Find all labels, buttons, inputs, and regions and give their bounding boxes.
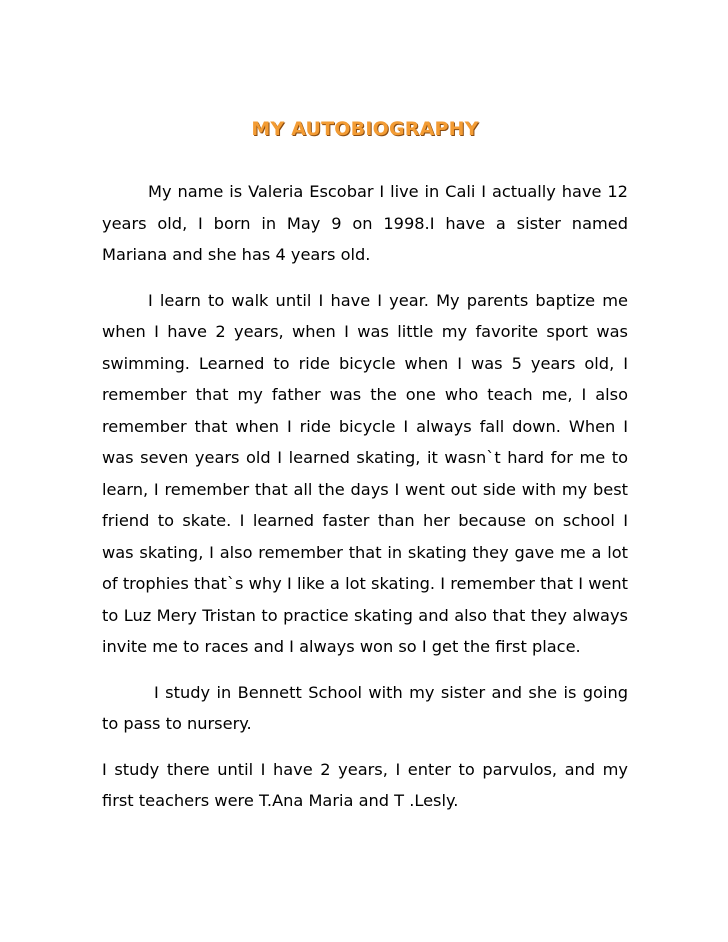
document-title: MY AUTOBIOGRAPHY bbox=[251, 118, 479, 140]
paragraph-teachers: I study there until I have 2 years, I enter to parvulos, and my first teachers were T.Ana Maria and T .Lesly. bbox=[102, 759, 628, 810]
paragraph-childhood: I learn to walk until I have I year. My parents baptize me when I have 2 years, when I was little my favorite sport was swimming. Learned to ride bicycle when I was 5 years old, I remember that my father was the one who teach me, I also remember that when I ride bicycle I always fall down. When I was seven years old I learned skating, it wasn`t hard for me to learn, I remember that all the days I went out side with my best friend to skate. I learned faster than her because on school I was skating, I also remember that in skating they gave me a lot of trophies that`s why I like a lot skating. I remember that I went to Luz Mery Tristan to practice skating and also that they always invite me to races and I always won so I get the first place. bbox=[102, 290, 628, 656]
document-page bbox=[102, 112, 628, 831]
paragraph-school: I study in Bennett School with my sister and she is going to pass to nursery. bbox=[102, 682, 628, 733]
paragraph-intro: My name is Valeria Escobar I live in Cali I actually have 12 years old, I born in May 9 on 1998.I have a sister named Mariana and she has 4 years old. bbox=[102, 182, 628, 264]
